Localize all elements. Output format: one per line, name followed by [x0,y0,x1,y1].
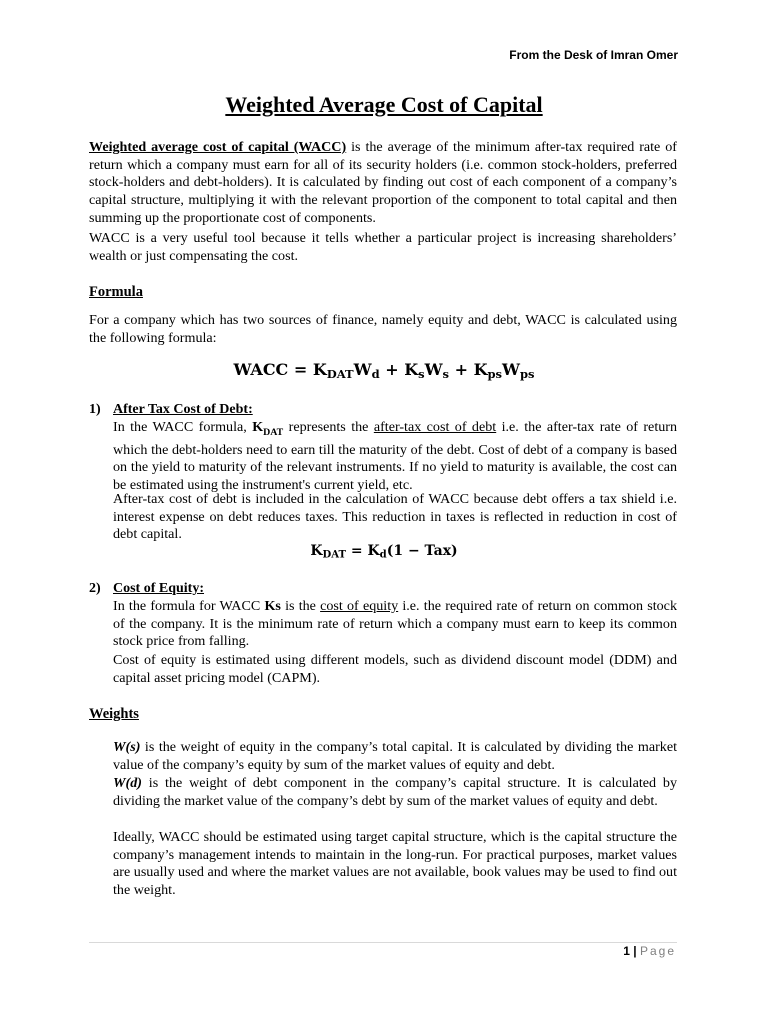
text: In the formula for WACC [113,598,265,614]
formula-subscript: DAT [322,549,346,561]
formula-term: K [312,360,327,379]
formula-subscript: s [442,366,450,381]
ws-paragraph [113,739,677,774]
text: represents the [283,419,374,435]
text: is the weight of equity in the company’s total capital. It is calculated by dividing the market value of the company’s equity by sum of the market values of equity and debt. [113,739,677,773]
intro-text: is the average of the minimum after-tax required rate of return which a company must earn for all of its security holders (i.e. common stock-holders, preferred stock-holders and debt-holders). It is calculated by finding out cost of each component of a company’s capital structure, multiplying it with the relevant proportion of the component to total capital and then summing up the proportionate cost of components. [89,139,677,226]
formula-term: W [424,360,443,379]
weights-heading: Weights [89,706,139,722]
formula-term: K [473,360,488,379]
page-word: Page [639,944,676,958]
page-separator: | [629,944,640,958]
text: is the weight of debt component in the company’s capital structure. It is calculated by dividing the market value of the company’s debt by sum of the market values of equity and debt. [113,775,677,809]
item-number: 1) [89,402,101,417]
kdat-formula [0,543,768,561]
formula-term: = K [346,543,380,559]
page-footer [623,944,676,958]
cost-of-equity-link[interactable]: cost of equity [320,598,399,614]
wacc-term: Weighted average cost of capital (WACC) [89,139,347,155]
text: In the WACC formula, [113,419,253,435]
equity-models-paragraph: Cost of equity is estimated using different models, such as dividend discount model (DDM) and capital asset pricing model (CAPM). [113,652,677,686]
formula-operator: + [379,360,405,379]
ks-symbol: Ks [264,598,281,614]
page-number: 1 [623,944,630,958]
ws-label: W(s) [113,739,141,755]
tax-shield-paragraph: After-tax cost of debt is included in the calculation of WACC because debt offers a tax shield i.e. interest expense on debt reduces taxes. This reduction in taxes is reflected in reduction in cost of debt capital. [113,491,677,543]
formula-subscript: d [379,549,387,561]
item-number: 2) [89,581,101,596]
wd-paragraph [113,775,677,810]
formula-operator: + [449,360,474,379]
symbol: K [252,419,264,435]
formula-lhs: WACC = [233,360,313,379]
footer-divider [89,942,677,943]
text: is the [280,598,321,614]
symbol-subscript: DAT [263,426,284,438]
formula-term: K [310,543,323,559]
formula-intro: For a company which has two sources of finance, namely equity and debt, WACC is calculated using the following formula: [89,312,677,346]
text: i.e. the required rate of return on common stock of the company. It is the minimum rate of return which a company must earn to keep its common stock price from falling. [113,598,677,650]
intro-paragraph [89,139,677,228]
target-structure-paragraph: Ideally, WACC should be estimated using target capital structure, which is the capital structure the company’s management intends to maintain in the long-run. For practical purposes, market values are usually used and where the market values are not available, book values may be used to find out the weight. [113,829,677,899]
formula-term: W [353,360,372,379]
cost-of-equity-paragraph [113,598,677,651]
formula-subscript: ps [487,366,503,381]
formula-subscript: d [371,366,380,381]
wd-label: W(d) [113,775,142,791]
formula-term: K [404,360,419,379]
after-tax-cost-link[interactable]: after-tax cost of debt [373,419,497,435]
after-tax-cost-paragraph [113,419,677,495]
text: i.e. the after-tax rate of return which the debt-holders need to earn till the maturity of the debt. Cost of debt of a company is based on the yield to maturity of the relevant instruments. If no yield to maturity is available, the cost can be estimated using the instrument's current yield, etc. [113,419,678,493]
kdat-symbol [252,419,284,438]
formula-subscript: s [418,366,425,381]
formula-heading: Formula [89,284,143,300]
page-title: Weighted Average Cost of Capital [225,92,543,117]
cost-of-equity-heading: Cost of Equity: [113,581,205,596]
after-tax-cost-heading: After Tax Cost of Debt: [113,402,253,417]
formula-subscript: ps [520,366,535,381]
wacc-formula [0,360,768,381]
formula-subscript: DAT [326,366,354,381]
page-header: From the Desk of Imran Omer [509,48,678,62]
formula-term: W [502,360,520,379]
formula-term: (1 − Tax) [386,543,458,559]
intro-paragraph-2: WACC is a very useful tool because it tells whether a particular project is increasing shareholders’ wealth or just compensating the cost. [89,230,677,264]
